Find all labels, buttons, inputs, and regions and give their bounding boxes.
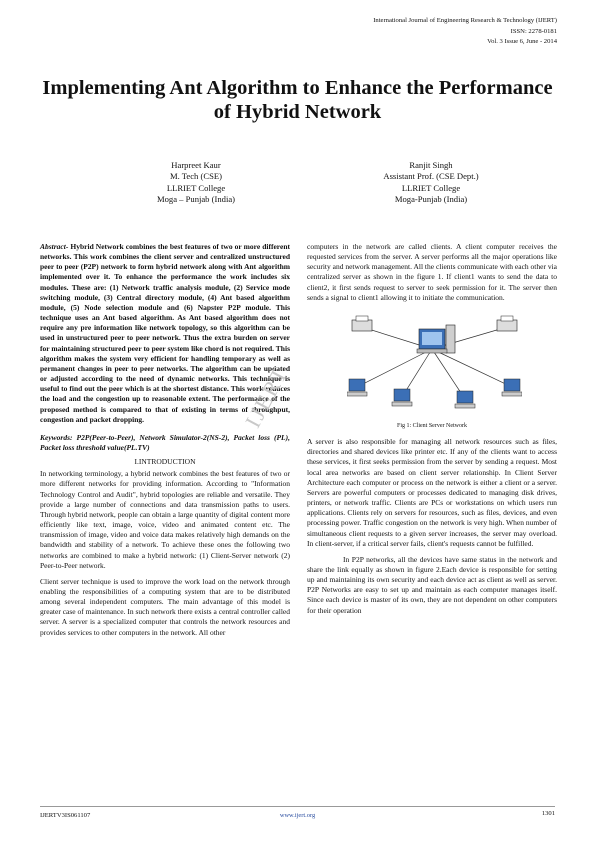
journal-name: International Journal of Engineering Research & Technology (IJERT) xyxy=(373,17,557,24)
paragraph: In P2P networks, all the devices have same status in the network and share the link equally as shown in figure 2.Each device is responsible for setting up and maintaining its own security and each device act as client as well as server. P2P Networks are easy to set up and maintain as each computer manages itself. Since each device is master of its own, they are not dependent on other computers for their operation xyxy=(307,554,557,615)
keywords: Keywords: P2P(Peer-to-Peer), Network Simulator-2(NS-2), Packet loss (PL), Packet loss threshold value(PL.TV) xyxy=(40,432,290,452)
paper-title: Implementing Ant Algorithm to Enhance the Performance of Hybrid Network xyxy=(42,77,553,123)
paragraph: In networking terminology, a hybrid network combines the best features of two or more different networks for providing information. According to "Information Technology Control and Audit", hybrid topologies are reliable and versatile. They provide a large number of connections and data transmission paths to users. Through hybrid network, people can obtain a large quantity of digital content more efficiently like text, image, voice, video and animated content etc. The transmission of image, video and voice data makes relatively high demands on the bandwidth and stability of a network. To achieve these ones the following two networks are combined to make a hybrid network: (1) Client-Server network (2) Peer-to-Peer network. xyxy=(40,469,290,570)
figure-client-server xyxy=(307,307,557,419)
section-heading: I.INTRODUCTION xyxy=(134,457,196,467)
author-block-2 xyxy=(331,160,531,205)
page-number: 1301 xyxy=(541,810,555,817)
watermark: IJERT xyxy=(240,361,294,432)
author-name: Harpreet Kaur xyxy=(171,160,221,170)
author-name: Ranjit Singh xyxy=(409,160,453,170)
author-location: Moga-Punjab (India) xyxy=(394,193,468,204)
client-computer-icon xyxy=(502,379,522,396)
paragraph: Client server technique is used to improve the work load on the network through enabling the responsibilities of a computing system that are to be distributed among several independent computers. The main advantage of this model is greater case of maintenance. In such network there exists a central controller called server. A server is a specialized computer that controls the network resources and provides services to other computers in the network. All other xyxy=(40,576,290,637)
right-column xyxy=(307,242,557,616)
client-server-diagram xyxy=(347,307,522,417)
left-column xyxy=(40,242,290,638)
author-block-1 xyxy=(96,160,296,205)
footer-divider xyxy=(40,806,555,807)
paragraph: computers in the network are called clients. A client computer receives the requested services from the server. A server performs all the major operations like security and network management. All the clients communicate with each other via centralized server as shown in the figure 1. If client1 wants to send the data to client2, it first sends request to server to seek permission for it. The server then sends a signal to client1 allowing it to initiate the communication. xyxy=(307,242,557,302)
printer-icon xyxy=(497,316,517,331)
client-computer-icon xyxy=(347,379,367,396)
abstract-text: Hybrid Network combines the best features of two or more different networks. This work combines the client server and centralized unstructured peer to peer (P2P) network to form hybrid network along with Ant algorithm implemented over it. To enhance the performance the work includes six modules. These are: (1) Network traffic analysis module, (2) Service mode switching module, (3) Central directory module, (4) Ant based algorithm module, (5) Node selection module and (6) Napster P2P module. This technique uses an Ant based algorithm. As Ant based algorithm does not require any pre information like network topology, so this algorithm can be used in unstructured peer to peer network. Thus the extra burden on server for maintaining structured peer to peer system like chord is not required. This algorithm makes the system very efficient for handling temporary as well as permanent changes in peer to peer networks. The algorithm can be updated or adjusted according to the need of dynamic networks. This technique is useful to find out the peer which is at the shortest distance. This work reduces the load and the congestion up to reasonable extent. The performance of the proposed method is compared to that of existing in terms of throughput, congestion and packet dropping. xyxy=(40,242,290,424)
journal-header xyxy=(307,16,557,48)
author-college: LLRIET College xyxy=(166,182,226,193)
journal-link[interactable]: www.ijert.org xyxy=(279,812,316,819)
printer-icon xyxy=(352,316,372,331)
server-icon xyxy=(417,325,455,353)
abstract-label: Abstract- xyxy=(40,242,69,251)
author-location: Moga – Punjab (India) xyxy=(156,193,236,204)
paragraph: A server is also responsible for managing all network resources such as files, directories and shared devices like printer etc. If any of the clients want to access these services, it first seeks permission from the server by sending a request. Most local area networks are based on client server relationship. In Client Server Architecture each computer or process on the network is either a client or a server. Servers are powerful computers or processes dedicated to managing disk drives, printers, or network traffic. Clients are PCs or workstations on which users run applications. Clients rely on servers for resources, such as files, devices, and even processing power. Traffic congestion on the network is very high. When number of simultaneous client requests to a given server increases, the server may overload. In client-server, if a critical server fails, client's requests cannot be fulfilled. xyxy=(307,437,557,548)
client-computer-icon xyxy=(392,389,412,406)
paper-id: IJERTV3IS061107 xyxy=(40,812,91,819)
figure-caption: Fig 1: Client Server Network xyxy=(397,422,467,429)
author-college: LLRIET College xyxy=(401,182,461,193)
client-computer-icon xyxy=(455,391,475,408)
author-role: Assistant Prof. (CSE Dept.) xyxy=(383,171,479,182)
volume-issue: Vol. 3 Issue 6, June - 2014 xyxy=(487,38,557,45)
issn: ISSN: 2278-0181 xyxy=(510,27,557,35)
author-role: M. Tech (CSE) xyxy=(170,171,222,182)
